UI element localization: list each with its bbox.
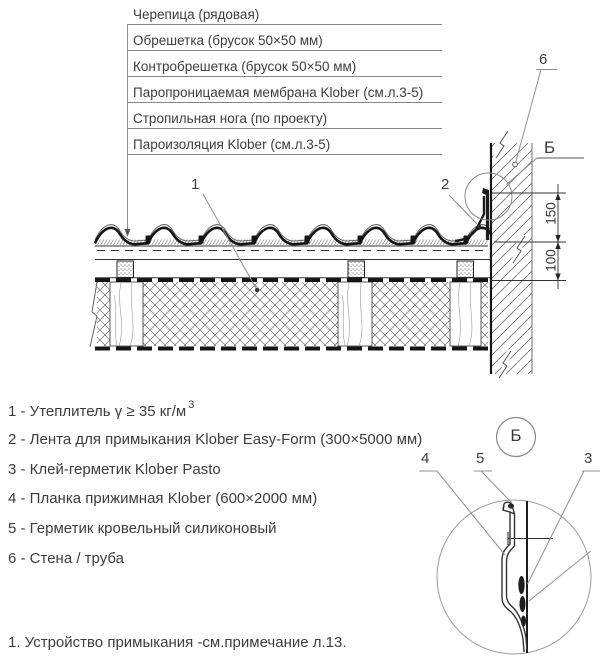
dim-100: 100 (543, 249, 559, 272)
legend-item-4 (8, 490, 422, 520)
legend-text: 6 - Стена / труба (8, 549, 124, 567)
legend-item-1 (8, 401, 422, 431)
stack-label-text: Обрешетка (брусок 50×50 мм) (133, 33, 323, 48)
legend-superscript: 3 (188, 399, 195, 411)
callout-2: 2 (441, 176, 450, 193)
detail-callout-3: 3 (584, 450, 593, 467)
callout-6: 6 (539, 51, 548, 68)
tile-layer (95, 225, 491, 251)
callout-1-dot (255, 288, 259, 292)
legend-text: 2 - Лента для примыкания Klober Easy-Form (300×5000 мм) (8, 430, 423, 448)
legend-text: 5 - Герметик кровельный силиконовый (8, 520, 277, 538)
callout-1: 1 (191, 176, 200, 193)
stack-label-rafter (127, 103, 442, 129)
legend-item-3 (8, 461, 422, 491)
insulation-layer (90, 282, 488, 347)
stack-label-counter-batten (127, 51, 442, 77)
counter-batten-band (95, 260, 490, 278)
stack-label-text: Паропроницаемая мембрана Klober (см.л.3-5) (133, 85, 424, 100)
detail-ref-letter: Б (544, 138, 556, 157)
legend-item-5 (8, 520, 422, 550)
detail-callout-4: 4 (421, 450, 430, 467)
legend-text: 1 - Утеплитель γ ≥ 35 кг/м (8, 403, 187, 420)
material-stack-labels (127, 0, 442, 155)
stack-label-text: Пароизоляция Klober (см.л.3-5) (133, 137, 331, 152)
stack-label-text: Контробрешетка (брусок 50×50 мм) (133, 59, 357, 74)
stack-label-vapour-barrier (127, 129, 442, 155)
legend-item-6 (8, 550, 422, 580)
dim-150: 150 (543, 202, 559, 225)
stack-label-text: Стропильная нога (по проекту) (133, 111, 328, 126)
detail-circle-letter: Б (510, 426, 522, 445)
detail-callout-5: 5 (476, 450, 485, 467)
callout-6-dot (513, 162, 518, 167)
legend (8, 401, 422, 580)
footnote: 1. Устройство примыкания -см.примечание л.13. (8, 634, 347, 651)
legend-text: 4 - Планка прижимная Klober (600×2000 мм) (8, 490, 318, 508)
leader-arrow (125, 229, 131, 237)
stack-label-membrane (127, 77, 442, 103)
legend-text: 3 - Клей-герметик Klober Pasto (8, 460, 221, 478)
stack-label-tile (127, 0, 442, 25)
stack-label-text: Черепица (рядовая) (133, 7, 260, 22)
detail-b-view (419, 418, 600, 655)
legend-item-2 (8, 431, 422, 461)
stack-label-batten (127, 25, 442, 51)
